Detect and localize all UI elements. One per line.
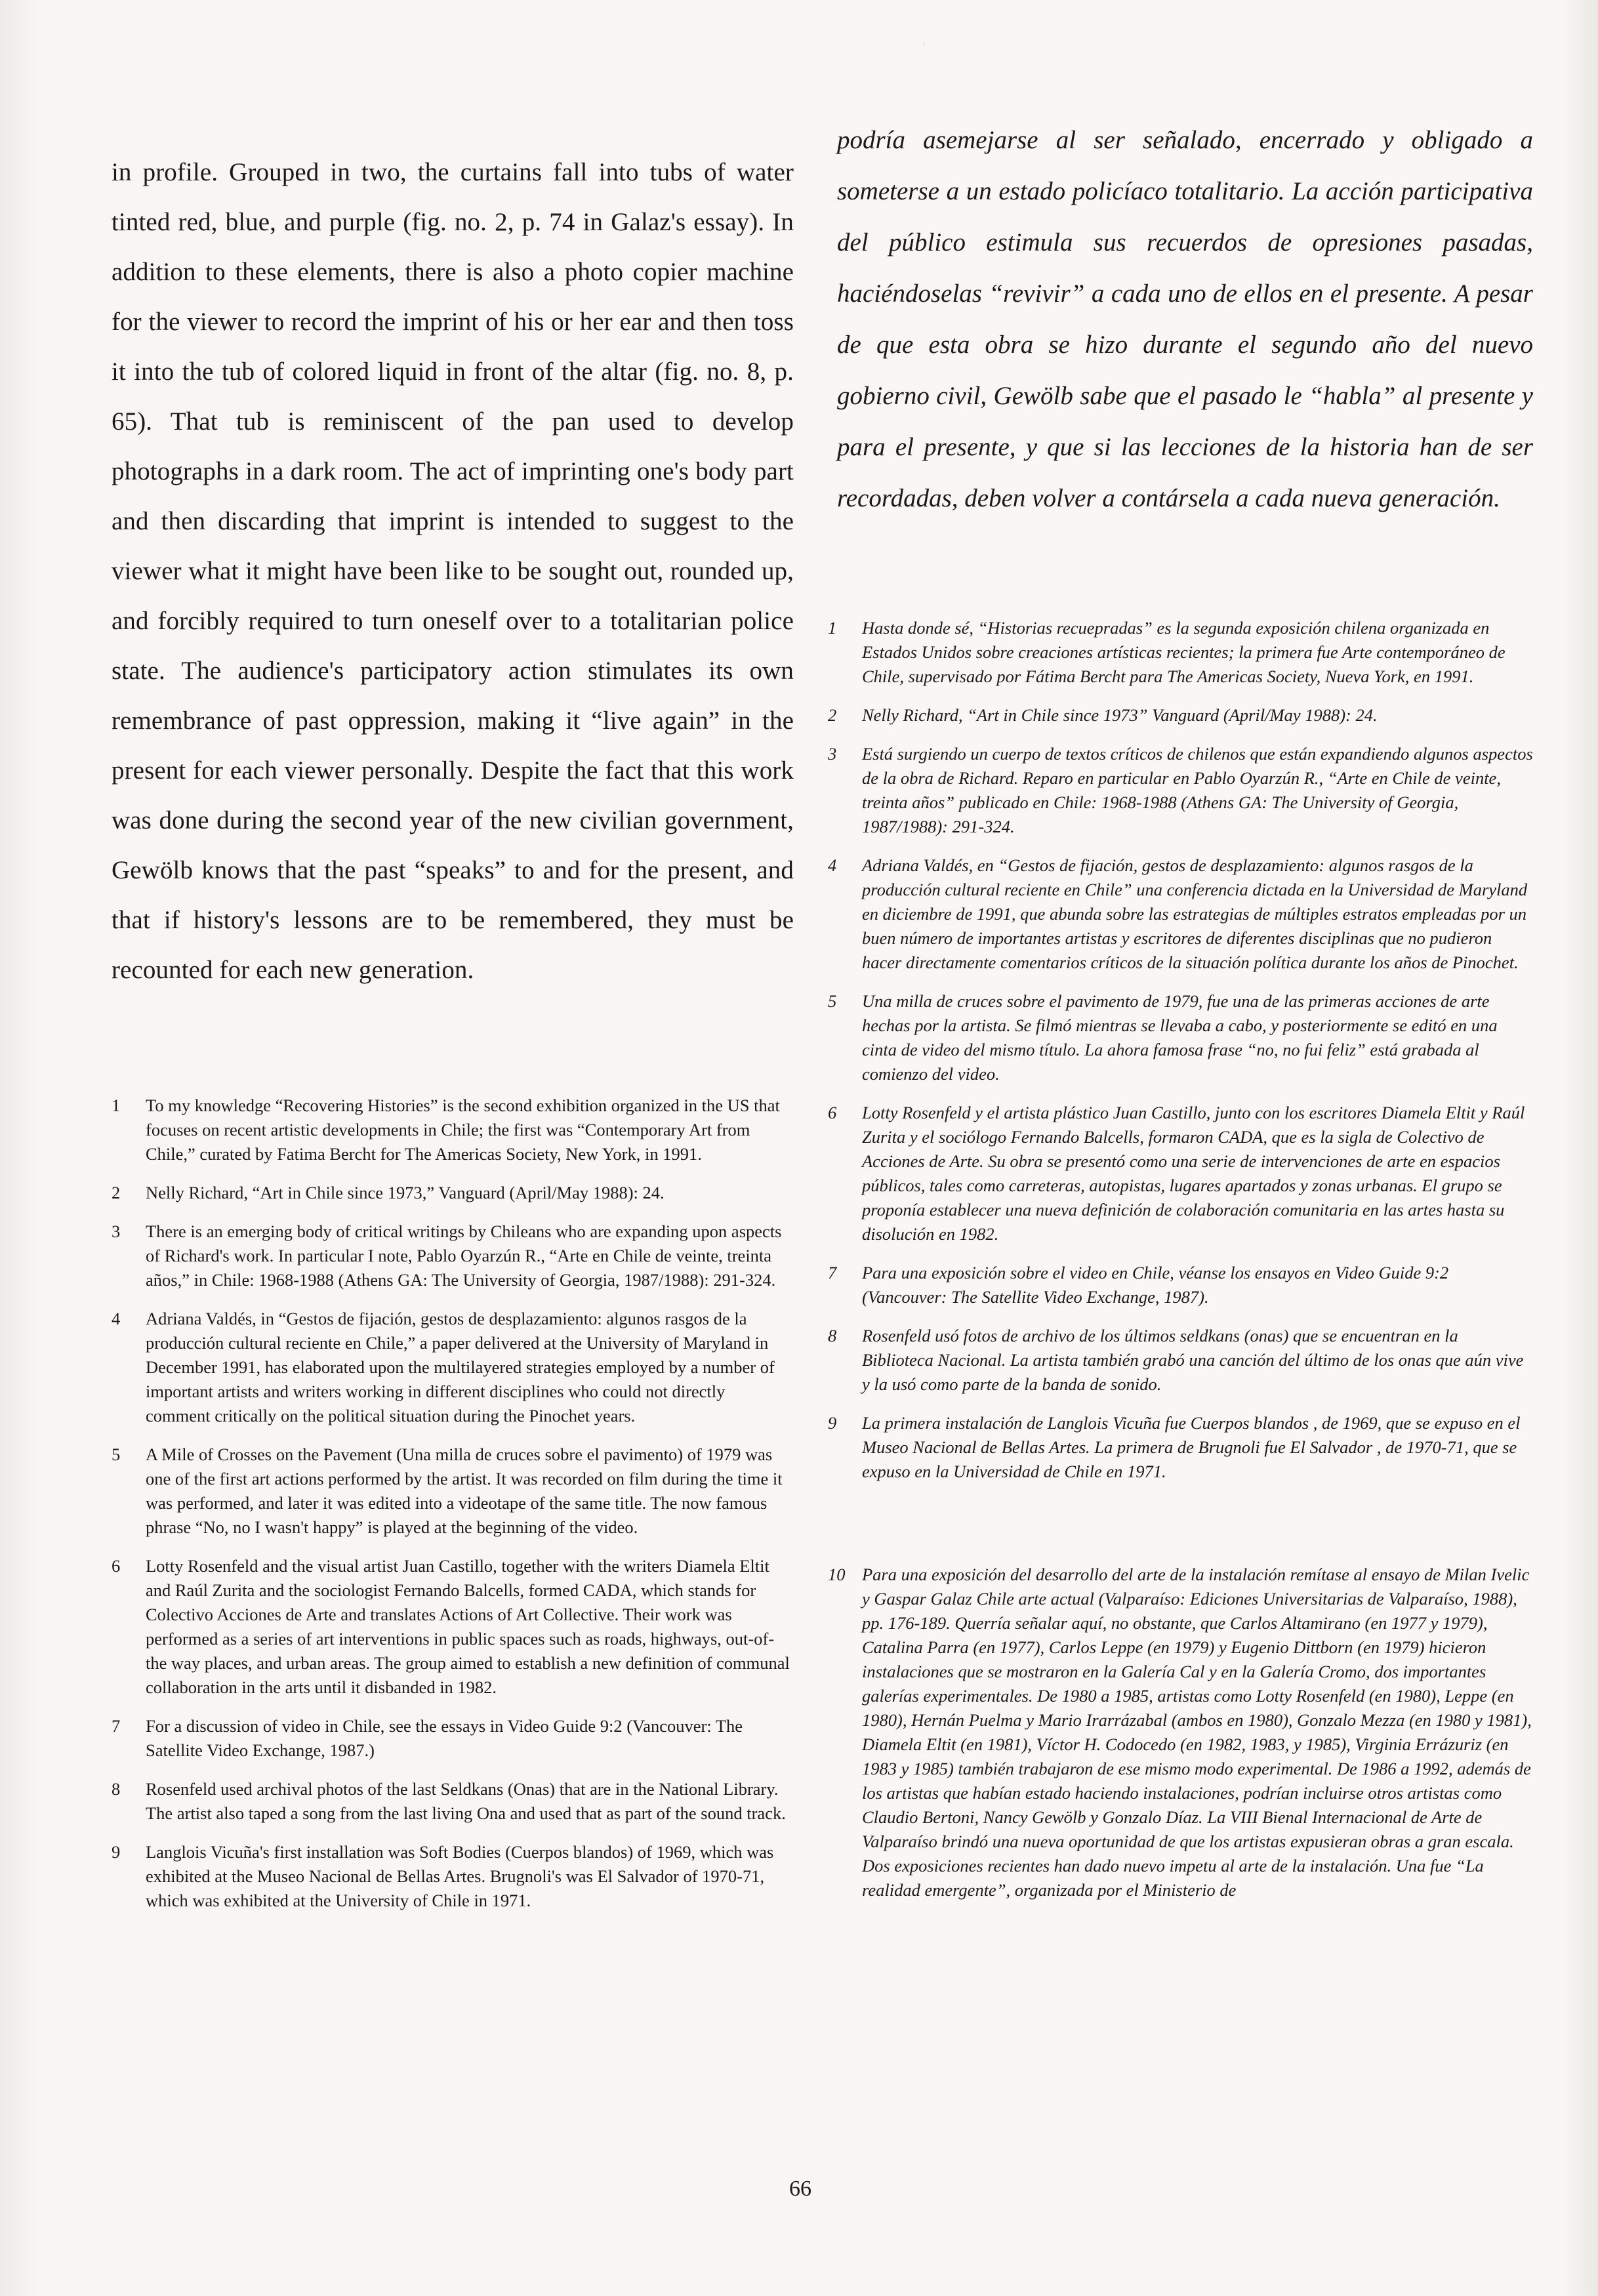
footnote	[112, 1181, 794, 1205]
footnote-number: 3	[112, 1221, 121, 1241]
footnote	[828, 616, 1533, 689]
footnote-number: 9	[112, 1842, 121, 1862]
footnote	[828, 1101, 1533, 1246]
footnote	[112, 1307, 794, 1428]
footnote-text: Adriana Valdés, en “Gestos de fijación, gestos de desplazamiento: algunos rasgos de la producción cultural reciente en Chile” una conferencia dictada en la Universidad de Maryland en diciembre de 1991, que abunda sobre las estrategias de múltiples estratos empleadas por un buen número de importantes artistas y escritores de diferentes disciplinas que no pudieron hacer directamente comentarios críticos de la situación política durante los años de Pinochet.	[862, 855, 1528, 972]
footnote-number: 1	[112, 1096, 121, 1115]
footnote	[828, 1261, 1533, 1309]
footnote-text: Lotty Rosenfeld and the visual artist Juan Castillo, together with the writers Diamela Eltit and Raúl Zurita and the sociologist Fernando Balcells, formed CADA, which stands for Colectivo Acciones de Arte and translates Actions of Art Collective. Their work was performed as a series of art interventions in public spaces such as roads, highways, out-of-the way places, and urban areas. The group aimed to establish a new definition of communal collaboration in the arts until it disbanded in 1982.	[146, 1556, 790, 1697]
footnote	[828, 1324, 1533, 1397]
left-column-english	[112, 148, 794, 1927]
footnote-number: 4	[828, 855, 837, 875]
footnote-number: 10	[828, 1565, 846, 1584]
footnote-text: Langlois Vicuña's first installation was Soft Bodies (Cuerpos blandos) of 1969, which was exhibited at the Museo Nacional de Bellas Artes. Brugnoli's was El Salvador of 1970-71, which was exhibited at the University of Chile in 1971.	[146, 1842, 774, 1910]
footnote-text: Hasta donde sé, “Historias recuepradas” es la segunda exposición chilena organizada en Estados Unidos sobre creaciones artísticas recientes; la primera fue Arte contemporáneo de Chile, supervisado por Fátima Bercht para The Americas Society, Nueva York, en 1991.	[862, 618, 1506, 686]
footnote-number: 8	[112, 1779, 121, 1799]
page-number: 66	[789, 2177, 811, 2201]
footnote-number: 7	[828, 1263, 837, 1282]
footnote-text: Rosenfeld used archival photos of the last Seldkans (Onas) that are in the National Library. The artist also taped a song from the last living Ona and used that as part of the sound track.	[146, 1779, 786, 1823]
footnote	[828, 703, 1533, 728]
footnote	[112, 1714, 794, 1763]
footnote-number: 6	[112, 1556, 121, 1576]
footnote-text: Nelly Richard, “Art in Chile since 1973” Vanguard (April/May 1988): 24.	[862, 705, 1378, 725]
footnote-number: 5	[112, 1445, 121, 1464]
footnote	[828, 742, 1533, 839]
footnote-text: To my knowledge “Recovering Histories” is the second exhibition organized in the US that focuses on recent artistic developments in Chile; the first was “Contemporary Art from Chile,” curated by Fatima Bercht for The Americas Society, New York, in 1991.	[146, 1096, 780, 1164]
footnotes-spanish	[828, 616, 1533, 1902]
footnote	[112, 1554, 794, 1700]
footnote-number: 7	[112, 1716, 121, 1736]
footnote-text: Una milla de cruces sobre el pavimento de 1979, fue una de las primeras acciones de arte hechas por la artista. Se filmó mientras se llevaba a cabo, y posteriormente se editó en una cinta de video del mismo título. La ahora famosa frase “no, no fui feliz” está grabada al comienzo del video.	[862, 991, 1498, 1084]
footnote-text: Nelly Richard, “Art in Chile since 1973,” Vanguard (April/May 1988): 24.	[146, 1183, 665, 1202]
footnote	[112, 1840, 794, 1913]
footnote-text: Para una exposición sobre el video en Chile, véanse los ensayos en Video Guide 9:2 (Vancouver: The Satellite Video Exchange, 1987).	[862, 1263, 1449, 1307]
right-column-spanish	[828, 115, 1533, 1917]
footnote	[828, 1411, 1533, 1484]
footnote	[112, 1094, 794, 1166]
footnote	[112, 1777, 794, 1826]
footnote	[828, 853, 1533, 975]
footnote	[828, 1563, 1533, 1902]
footnote-text: There is an emerging body of critical writings by Chileans who are expanding upon aspects of Richard's work. In particular I note, Pablo Oyarzún R., “Arte en Chile de veinte, treinta años,” in Chile: 1968-1988 (Athens GA: The University of Georgia, 1987/1988): 291-324.	[146, 1221, 782, 1290]
footnote-number: 2	[828, 705, 837, 725]
footnote-text: Lotty Rosenfeld y el artista plástico Juan Castillo, junto con los escritores Diamela Eltit y Raúl Zurita y el sociólogo Fernando Balcells, formaron CADA, que es la sigla de Colectivo de Acciones de Arte. Su obra se presentó como una serie de intervenciones de arte en espacios públicos, tales como carreteras, autopistas, lugares apartados y zonas urbanas. El grupo se proponía establecer una nueva definición de colaboración comunitaria en las artes hasta su disolución en 1982.	[862, 1103, 1525, 1244]
footnote	[112, 1220, 794, 1292]
essay-body-english: in profile. Grouped in two, the curtains fall into tubs of water tinted red, blue, and purple (fig. no. 2, p. 74 in Galaz's essay). In addition to these elements, there is also a photo copier machine for the viewer to record the imprint of his or her ear and then toss it into the tub of colored liquid in front of the altar (fig. no. 8, p. 65). That tub is reminiscent of the pan used to develop photographs in a dark room. The act of imprinting one's body part and then discarding that imprint is intended to suggest to the viewer what it might have been like to be sought out, rounded up, and forcibly required to turn oneself over to a totalitarian police state. The audience's participatory action stimulates its own remembrance of past oppression, making it “live again” in the present for each viewer personally. Despite the fact that this work was done during the second year of the new civilian government, Gewölb knows that the past “speaks” to and for the present, and that if history's lessons are to be remembered, they must be recounted for each new generation.	[112, 158, 794, 984]
paper-speck: ·	[922, 36, 927, 52]
footnote-number: 6	[828, 1103, 837, 1122]
footnote-text: Está surgiendo un cuerpo de textos críticos de chilenos que están expandiendo algunos aspectos de la obra de Richard. Reparo en particular en Pablo Oyarzún R., “Arte en Chile de veinte, treinta años” publicado en Chile: 1968-1988 (Athens GA: The University of Georgia, 1987/1988): 291-324.	[862, 744, 1533, 836]
footnote-number: 1	[828, 618, 837, 638]
footnote-text: La primera instalación de Langlois Vicuña fue Cuerpos blandos , de 1969, que se expuso en el Museo Nacional de Bellas Artes. La primera de Brugnoli fue El Salvador , de 1970-71, que se expuso en la Universidad de Chile en 1971.	[862, 1413, 1521, 1481]
footnote	[828, 989, 1533, 1086]
footnote-number: 4	[112, 1309, 121, 1328]
footnotes-english	[112, 1094, 794, 1913]
footnote-number: 2	[112, 1183, 121, 1202]
footnote	[112, 1443, 794, 1540]
footnote-text: Para una exposición del desarrollo del arte de la instalación remítase al ensayo de Milan Ivelic y Gaspar Galaz Chile arte actual (Valparaíso: Ediciones Universitarias de Valparaíso, 1988), pp. 176-189. Querría señalar aquí, no obstante, que Carlos Altamirano (en 1977 y 1979), Catalina Parra (en 1977), Carlos Leppe (en 1979) y Eugenio Dittborn (en 1979) hicieron instalaciones que se mostraron en la Galería Cal y en la Galería Cromo, dos importantes galerías experimentales. De 1980 a 1985, artistas como Lotty Rosenfeld (en 1980), Leppe (en 1980), Hernán Puelma y Mario Irarrázabal (ambos en 1980), Gonzalo Mezza (en 1980 y 1981), Diamela Eltit (en 1981), Víctor H. Codocedo (en 1982, 1983, y 1985), Virginia Errázuriz (en 1983 y 1985) también trabajaron de ese mismo modo experimental. De 1986 a 1992, además de los artistas que habían estado haciendo instalaciones, podrían incluirse otros artistas como Claudio Bertoni, Nancy Gewölb y Gonzalo Díaz. La VIII Bienal Internacional de Arte de Valparaíso brindó una nueva oportunidad de que los artistas expusieran obras a gran escala. Dos exposiciones recientes han dado nuevo impetu al arte de la instalación. Una fue “La realidad emergente”, organizada por el Ministerio de	[862, 1565, 1532, 1900]
footnote-number: 5	[828, 991, 837, 1011]
footnote-number: 8	[828, 1326, 837, 1345]
footnote-text: Adriana Valdés, in “Gestos de fijación, gestos de desplazamiento: algunos rasgos de la producción cultural reciente en Chile,” a paper delivered at the University of Maryland in December 1991, has elaborated upon the multilayered strategies employed by a number of important artists and writers working in different disciplines who could not directly comment critically on the political situation during the Pinochet years.	[146, 1309, 775, 1425]
footnote-text: Rosenfeld usó fotos de archivo de los últimos seldkans (onas) que se encuentran en la Biblioteca Nacional. La artista también grabó una canción del último de los onas que aún vive y la usó como parte de la banda de sonido.	[862, 1326, 1524, 1394]
footnote-text: A Mile of Crosses on the Pavement (Una milla de cruces sobre el pavimento) of 1979 was one of the first art actions performed by the artist. It was recorded on film during the time it was performed, and later it was edited into a videotape of the same title. The now famous phrase “No, no I wasn't happy” is played at the beginning of the video.	[146, 1445, 783, 1537]
footnote-number: 3	[828, 744, 837, 764]
essay-body-spanish: podría asemejarse al ser señalado, encerrado y obligado a someterse a un estado policíaco totalitario. La acción participativa del público estimula sus recuerdos de opresiones pasadas, haciéndoselas “revivir” a cada uno de ellos en el presente. A pesar de que esta obra se hizo durante el segundo año del nuevo gobierno civil, Gewölb sabe que el pasado le “habla” al presente y para el presente, y que si las lecciones de la historia han de ser recordadas, deben volver a contársela a cada nueva generación.	[837, 126, 1533, 512]
footnote-text: For a discussion of video in Chile, see the essays in Video Guide 9:2 (Vancouver: The Satellite Video Exchange, 1987.)	[146, 1716, 743, 1760]
footnote-number: 9	[828, 1413, 837, 1433]
